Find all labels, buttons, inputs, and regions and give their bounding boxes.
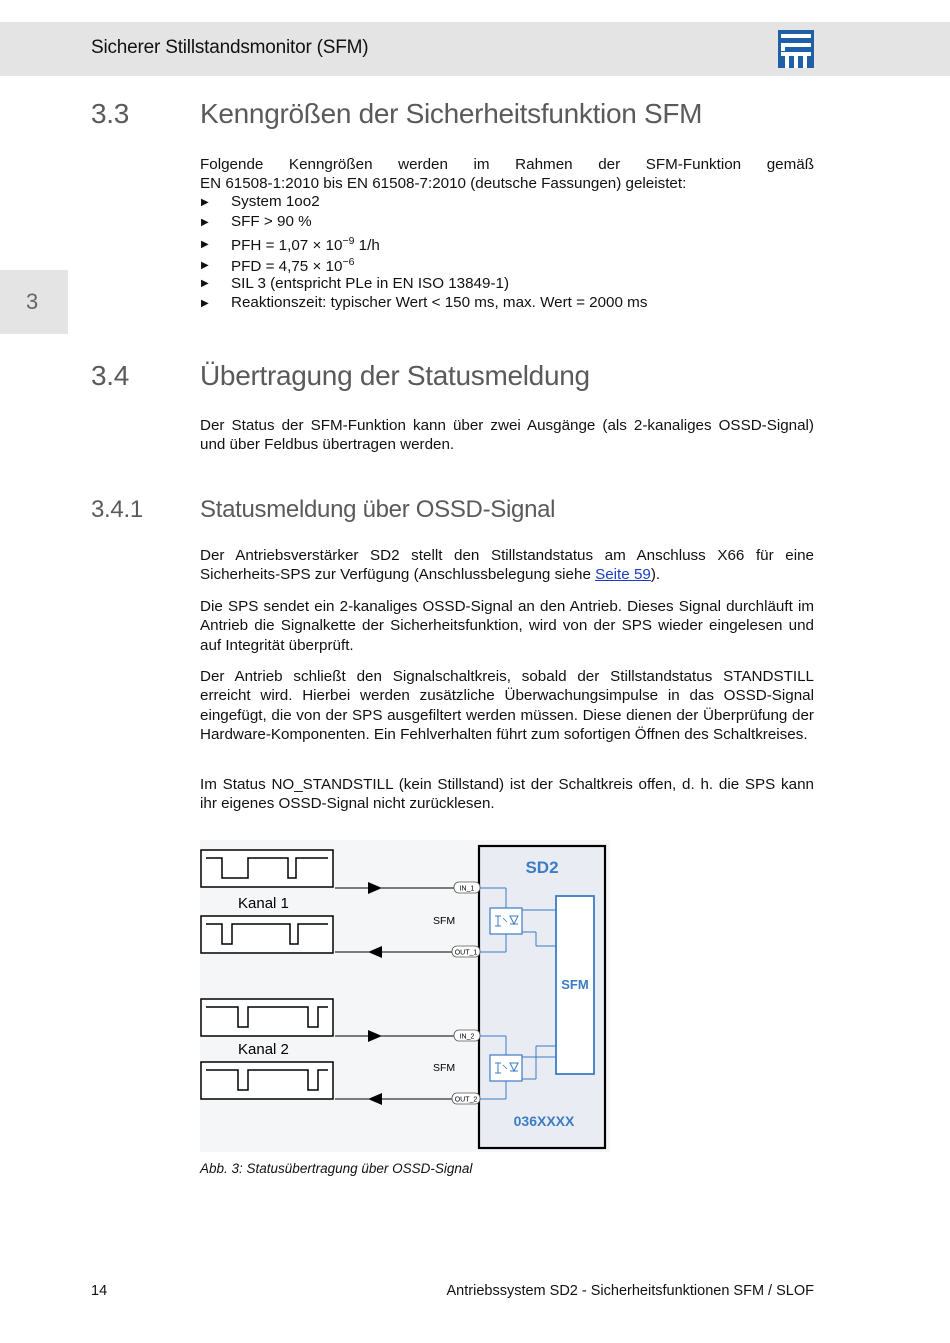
waveform-box-out-1	[201, 916, 333, 953]
paragraph-3: Der Antrieb schließt den Signalschaltkreis, sobald der Stillstandstatus STANDSTILL erreicht wird. Hierbei werden zusätzliche Überwachungsimpulse in das OSSD-Signal eingefügt, die von der SPS ausgefiltert werden müssen. Diese dienen der Überprüfung der Hardware-Komponenten. Ein Fehlverhalten führt zum sofortigen Öffnen des Schaltkreises.	[200, 668, 814, 743]
parameter-list	[200, 193, 814, 313]
device-label: SD2	[525, 858, 559, 877]
figure-caption: Abb. 3: Statusübertragung über OSSD-Signal	[200, 1161, 473, 1176]
sfm-label-1: SFM	[433, 915, 456, 927]
bullet-icon: ▶	[201, 239, 209, 250]
section-title-3-3: Kenngrößen der Sicherheitsfunktion SFM	[200, 98, 703, 129]
list-item-text: System 1oo2	[231, 193, 320, 210]
bullet-icon: ▶	[201, 278, 209, 289]
sfm-label-2: SFM	[433, 1062, 456, 1074]
list-item-text: PFH = 1,07 × 10	[231, 237, 343, 254]
intro-line-2: EN 61508-1:2010 bis EN 61508-7:2010 (deutsche Fassungen) geleistet:	[200, 175, 687, 192]
paragraph-1	[200, 546, 814, 585]
sfm-block-label: SFM	[561, 977, 589, 992]
bullet-icon: ▶	[201, 216, 209, 228]
part-number: 036XXXX	[513, 1113, 575, 1129]
section-title-3-4: Übertragung der Statusmeldung	[200, 360, 590, 391]
list-item	[200, 213, 814, 233]
section-3-4-text: Der Status der SFM-Funktion kann über zwei Ausgänge (als 2-kanaliges OSSD-Signal) und über Feldbus übertragen werden.	[200, 417, 814, 454]
paragraph-4: Im Status NO_STANDSTILL (kein Stillstand) ist der Schaltkreis offen, d. h. die SPS kann ihr eigenes OSSD-Signal nicht zurücklesen.	[200, 776, 814, 813]
waveform-box-in-1	[201, 850, 333, 887]
list-item-text: PFD = 4,75 × 10	[231, 258, 343, 275]
exponent: −9	[342, 235, 355, 247]
paragraph-2: Die SPS sendet ein 2-kanaliges OSSD-Signal an den Antrieb. Dieses Signal durchläuft im Antrieb die Signalkette der Sicherheitsfunktion, wird von der SPS wieder eingelesen und auf Integrität überprüft.	[200, 598, 814, 654]
page-link[interactable]: Seite 59	[595, 566, 651, 584]
list-item-unit: 1/h	[354, 237, 380, 254]
list-item-text: SFF > 90 %	[231, 212, 312, 230]
bullet-icon: ▶	[201, 197, 209, 208]
channel-1-label: Kanal 1	[238, 895, 289, 912]
list-item-text: SIL 3 (entspricht PLe in EN ISO 13849-1)	[231, 275, 510, 292]
section-title-3-4-1: Statusmeldung über OSSD-Signal	[200, 496, 556, 523]
waveform-box-in-2	[201, 999, 333, 1036]
paragraph-1-text: Der Antriebsverstärker SD2 stellt den Stillstandstatus am Anschluss X66 für eine Sicherheits-SPS zur Verfügung (Anschlussbelegung siehe	[200, 547, 814, 584]
section-number-3-3: 3.3	[91, 98, 130, 129]
ossd-diagram	[200, 840, 610, 1152]
chapter-number: 3	[26, 289, 39, 314]
section-number-3-4-1: 3.4.1	[91, 496, 143, 523]
list-item	[200, 193, 814, 213]
intro-line-1: Folgende Kenngrößen werden im Rahmen der SFM-Funktion gemäß	[200, 156, 814, 173]
header-title: Sicherer Stillstandsmonitor (SFM)	[91, 37, 369, 58]
list-item	[200, 232, 814, 253]
section-number-3-4: 3.4	[91, 360, 130, 391]
list-item	[200, 294, 814, 314]
list-item	[200, 253, 814, 274]
footer-doc-title: Antriebssystem SD2 - Sicherheitsfunktionen SFM / SLOF	[446, 1283, 814, 1299]
port-out-2-label: OUT_2	[454, 1096, 478, 1104]
footer-page-number: 14	[91, 1283, 108, 1299]
exponent: −6	[342, 256, 355, 268]
port-out-1-label: OUT_1	[454, 949, 478, 957]
bullet-icon: ▶	[201, 297, 209, 309]
list-item-text: Reaktionszeit: typischer Wert < 150 ms, max. Wert = 2000 ms	[231, 293, 648, 311]
port-in-2-label: IN_2	[459, 1033, 475, 1041]
chapter-tab	[0, 270, 68, 334]
bullet-icon: ▶	[201, 260, 209, 271]
company-logo-icon	[778, 30, 814, 68]
port-in-1-label: IN_1	[459, 885, 475, 893]
list-item	[200, 274, 814, 294]
waveform-box-out-2	[201, 1062, 333, 1099]
paragraph-1-end: ).	[650, 566, 661, 584]
channel-2-label: Kanal 2	[238, 1041, 289, 1058]
